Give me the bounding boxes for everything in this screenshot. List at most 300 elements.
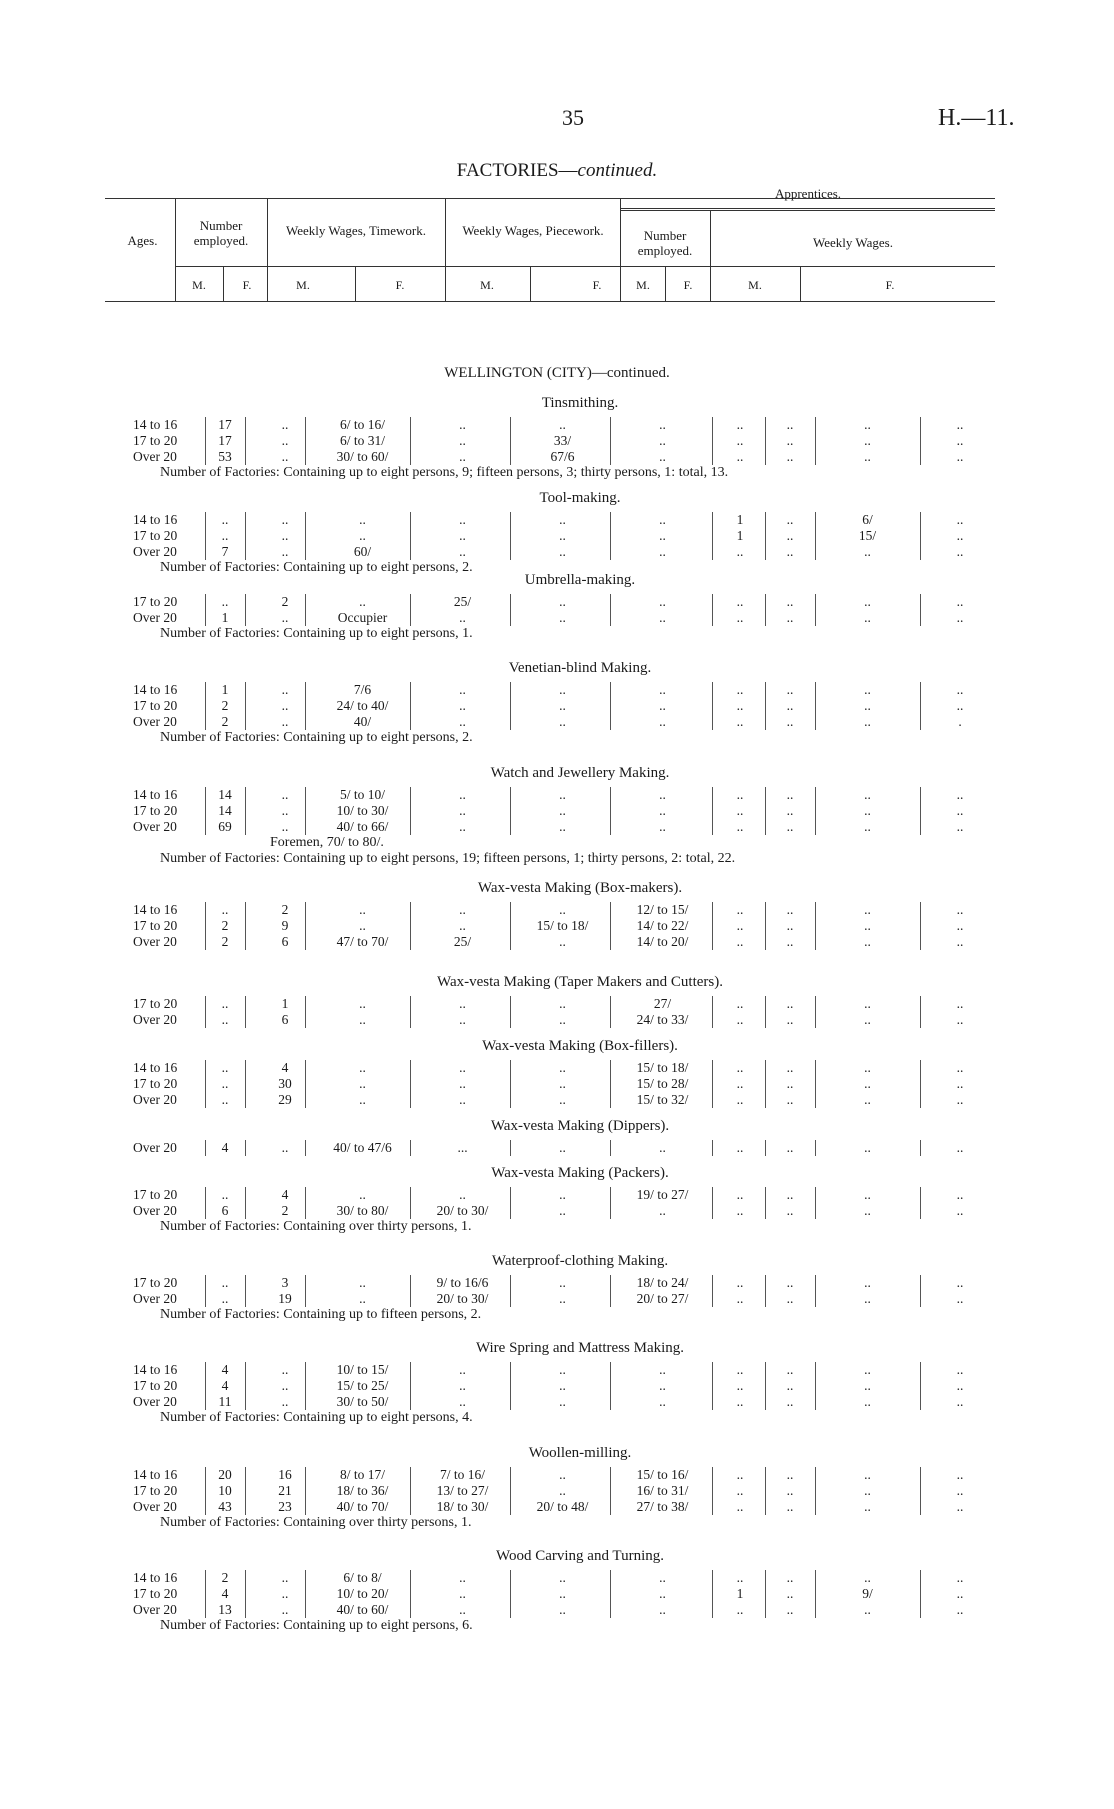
cell-app-m: 1 — [736, 1586, 744, 1601]
cell-app-f: .. — [786, 819, 794, 834]
cell-age: 14 to 16 — [133, 1467, 178, 1482]
cell-females: .. — [281, 1140, 289, 1155]
section-title: Wax-vesta Making (Dippers). — [490, 1118, 670, 1134]
cell-app-m: .. — [736, 918, 744, 933]
header-m: M. — [636, 278, 650, 292]
table-row — [0, 714, 1114, 730]
cell-males: 14 — [218, 787, 232, 802]
cell-timework-m: .. — [359, 512, 366, 527]
cell-app-wage-f: .. — [956, 1076, 964, 1091]
cell-piecework-f: .. — [659, 528, 666, 543]
cell-piecework-f: 24/ to 33/ — [636, 1012, 689, 1027]
cell-app-f: .. — [786, 682, 794, 697]
cell-app-m: 1 — [736, 528, 744, 543]
cell-piecework-f: .. — [659, 417, 666, 432]
header-app-number-employed: Number employed. — [637, 228, 693, 258]
cell-females: .. — [281, 1394, 289, 1409]
cell-piecework-m: .. — [559, 996, 566, 1011]
section-title: Wax-vesta Making (Box-makers). — [477, 880, 683, 896]
cell-app-wage-m: .. — [864, 934, 871, 949]
cell-app-wage-f: .. — [956, 512, 964, 527]
cell-piecework-f: .. — [659, 512, 666, 527]
cell-app-wage-f: .. — [956, 449, 964, 464]
cell-males: .. — [221, 1012, 229, 1027]
cell-piecework-m: .. — [559, 528, 566, 543]
cell-timework-m: .. — [359, 1275, 366, 1290]
cell-timework-f: .. — [459, 698, 466, 713]
cell-females: .. — [281, 544, 289, 559]
cell-app-m: .. — [736, 787, 744, 802]
cell-app-wage-m: .. — [864, 433, 871, 448]
cell-age: 17 to 20 — [133, 1378, 178, 1393]
cell-piecework-m: .. — [559, 512, 566, 527]
cell-app-wage-m: .. — [864, 698, 871, 713]
cell-timework-m: .. — [359, 1092, 366, 1107]
cell-app-wage-m: .. — [864, 1291, 871, 1306]
cell-age: 17 to 20 — [133, 433, 178, 448]
cell-females: .. — [281, 714, 289, 729]
cell-app-f: .. — [786, 1275, 794, 1290]
cell-age: 17 to 20 — [133, 1275, 178, 1290]
cell-females: .. — [281, 1378, 289, 1393]
cell-app-f: .. — [786, 996, 794, 1011]
cell-females: .. — [281, 819, 289, 834]
cell-males: .. — [221, 996, 229, 1011]
cell-age: 14 to 16 — [133, 417, 178, 432]
cell-app-wage-m: .. — [864, 803, 871, 818]
cell-piecework-m: .. — [559, 934, 566, 949]
table-row — [0, 1394, 1114, 1410]
section-title: Tinsmithing. — [541, 395, 619, 411]
table-row — [0, 1570, 1114, 1586]
cell-piecework-m: .. — [559, 594, 566, 609]
cell-app-m: .. — [736, 819, 744, 834]
cell-app-f: .. — [786, 1394, 794, 1409]
cell-piecework-m: .. — [559, 1060, 566, 1075]
cell-app-m: 1 — [736, 512, 744, 527]
table-row — [0, 996, 1114, 1012]
header-m: M. — [748, 278, 762, 292]
cell-app-m: .. — [736, 1275, 744, 1290]
cell-app-m: .. — [736, 1499, 744, 1514]
cell-females: 29 — [278, 1092, 292, 1107]
cell-app-wage-f: .. — [956, 1275, 964, 1290]
table-row — [0, 819, 1114, 835]
cell-piecework-m: .. — [559, 1362, 566, 1377]
header-f: F. — [592, 278, 602, 292]
cell-females: .. — [281, 682, 289, 697]
cell-app-m: .. — [736, 1187, 744, 1202]
cell-app-wage-f: .. — [956, 918, 964, 933]
cell-app-f: .. — [786, 1187, 794, 1202]
cell-piecework-m: 15/ to 18/ — [536, 918, 589, 933]
table-row — [0, 1203, 1114, 1219]
cell-timework-f: .. — [459, 714, 466, 729]
cell-app-m: .. — [736, 1060, 744, 1075]
cell-piecework-f: 27/ to 38/ — [636, 1499, 689, 1514]
cell-app-wage-f: .. — [956, 1483, 964, 1498]
report-code: H.—11. — [938, 105, 1015, 131]
cell-app-m: .. — [736, 714, 744, 729]
cell-piecework-m: .. — [559, 682, 566, 697]
cell-app-wage-f: .. — [956, 819, 964, 834]
cell-app-m: .. — [736, 934, 744, 949]
cell-app-wage-m: .. — [864, 1140, 871, 1155]
cell-timework-f: .. — [459, 902, 466, 917]
cell-app-f: .. — [786, 934, 794, 949]
table-row — [0, 544, 1114, 560]
cell-timework-m: 5/ to 10/ — [339, 787, 385, 802]
cell-app-f: .. — [786, 1586, 794, 1601]
cell-piecework-f: .. — [659, 449, 666, 464]
cell-piecework-f: 15/ to 32/ — [636, 1092, 689, 1107]
cell-males: 2 — [221, 918, 229, 933]
cell-app-m: .. — [736, 1362, 744, 1377]
cell-app-wage-f: .. — [956, 1187, 964, 1202]
cell-age: 17 to 20 — [133, 918, 178, 933]
cell-timework-m: 6/ to 31/ — [339, 433, 385, 448]
section-title: Woollen-milling. — [528, 1445, 632, 1461]
cell-piecework-m: .. — [559, 714, 566, 729]
cell-males: 14 — [218, 803, 232, 818]
cell-piecework-m: .. — [559, 1012, 566, 1027]
cell-app-m: .. — [736, 1291, 744, 1306]
cell-age: 17 to 20 — [133, 1076, 178, 1091]
cell-app-wage-f: .. — [956, 1203, 964, 1218]
section-title: Umbrella-making. — [524, 572, 636, 588]
cell-timework-f: .. — [459, 819, 466, 834]
cell-timework-f: 7/ to 16/ — [439, 1467, 485, 1482]
cell-males: 4 — [221, 1140, 229, 1155]
cell-app-wage-f: .. — [956, 1060, 964, 1075]
cell-males: 53 — [218, 449, 232, 464]
cell-app-f: .. — [786, 787, 794, 802]
cell-piecework-f: .. — [659, 1362, 666, 1377]
cell-males: 2 — [221, 1570, 229, 1585]
cell-females: 2 — [281, 594, 289, 609]
cell-timework-m: .. — [359, 594, 366, 609]
cell-piecework-f: .. — [659, 1140, 666, 1155]
cell-timework-f: .. — [459, 1586, 466, 1601]
cell-app-f: .. — [786, 1060, 794, 1075]
cell-age: 17 to 20 — [133, 698, 178, 713]
cell-app-f: .. — [786, 1362, 794, 1377]
table-row — [0, 1092, 1114, 1108]
cell-app-wage-m: .. — [864, 1076, 871, 1091]
cell-timework-f: .. — [459, 1076, 466, 1091]
cell-males: 10 — [218, 1483, 232, 1498]
cell-app-wage-m: .. — [864, 594, 871, 609]
cell-males: 2 — [221, 934, 229, 949]
cell-app-wage-m: .. — [864, 1483, 871, 1498]
cell-app-f: .. — [786, 1291, 794, 1306]
cell-timework-m: 10/ to 30/ — [336, 803, 389, 818]
cell-males: .. — [221, 1092, 229, 1107]
cell-piecework-f: 15/ to 18/ — [636, 1060, 689, 1075]
cell-app-m: .. — [736, 1140, 744, 1155]
cell-piecework-f: .. — [659, 544, 666, 559]
cell-timework-m: .. — [359, 996, 366, 1011]
cell-app-f: .. — [786, 594, 794, 609]
cell-app-f: .. — [786, 433, 794, 448]
cell-timework-f: .. — [459, 996, 466, 1011]
region-title: WELLINGTON (CITY)—continued. — [444, 365, 670, 381]
cell-app-f: .. — [786, 528, 794, 543]
cell-app-wage-m: .. — [864, 902, 871, 917]
cell-app-f: .. — [786, 918, 794, 933]
table-row — [0, 1362, 1114, 1378]
cell-timework-f: 13/ to 27/ — [436, 1483, 489, 1498]
cell-piecework-m: .. — [559, 1483, 566, 1498]
cell-app-wage-m: .. — [864, 449, 871, 464]
cell-app-f: .. — [786, 512, 794, 527]
cell-app-wage-m: .. — [864, 1203, 871, 1218]
table-row — [0, 682, 1114, 698]
cell-app-wage-m: .. — [864, 918, 871, 933]
cell-app-m: .. — [736, 1012, 744, 1027]
cell-timework-f: .. — [459, 449, 466, 464]
section-note: Number of Factories: Containing over thirty persons, 1. — [160, 1219, 472, 1234]
cell-app-wage-f: .. — [956, 528, 964, 543]
section-note: Number of Factories: Containing up to eight persons, 9; fifteen persons, 3; thirty persons, 1: total, 13. — [160, 465, 729, 480]
table-row — [0, 1291, 1114, 1307]
cell-females: 6 — [281, 1012, 289, 1027]
table-row — [0, 1467, 1114, 1483]
cell-piecework-m: .. — [559, 1378, 566, 1393]
cell-app-f: .. — [786, 1467, 794, 1482]
cell-piecework-f: 16/ to 31/ — [636, 1483, 689, 1498]
cell-males: .. — [221, 1187, 229, 1202]
cell-timework-m: .. — [359, 1012, 366, 1027]
section-title: Wax-vesta Making (Packers). — [491, 1165, 669, 1181]
cell-piecework-f: .. — [659, 594, 666, 609]
cell-app-f: .. — [786, 1570, 794, 1585]
cell-males: 17 — [218, 417, 232, 432]
cell-age: 14 to 16 — [133, 787, 178, 802]
cell-age: Over 20 — [133, 544, 177, 559]
cell-app-m: .. — [736, 1076, 744, 1091]
cell-piecework-f: 20/ to 27/ — [636, 1291, 689, 1306]
cell-piecework-m: .. — [559, 1467, 566, 1482]
cell-piecework-f: 15/ to 28/ — [636, 1076, 689, 1091]
cell-age: Over 20 — [133, 610, 177, 625]
cell-app-m: .. — [736, 1602, 744, 1617]
section-title: Tool-making. — [539, 490, 621, 506]
table-row — [0, 1586, 1114, 1602]
cell-app-wage-f: .. — [956, 433, 964, 448]
table-row — [0, 1060, 1114, 1076]
cell-age: 14 to 16 — [133, 1060, 178, 1075]
cell-piecework-m: .. — [559, 1291, 566, 1306]
cell-app-wage-f: .. — [956, 1362, 964, 1377]
cell-piecework-f: .. — [659, 803, 666, 818]
cell-males: 17 — [218, 433, 232, 448]
cell-age: 17 to 20 — [133, 528, 178, 543]
table-row — [0, 1275, 1114, 1291]
cell-females: 6 — [281, 934, 289, 949]
header-apprentices: Apprentices. — [774, 186, 842, 201]
cell-timework-f: 20/ to 30/ — [436, 1291, 489, 1306]
cell-age: 14 to 16 — [133, 902, 178, 917]
cell-app-wage-m: .. — [864, 1275, 871, 1290]
cell-app-wage-f: .. — [956, 1602, 964, 1617]
section-note: Number of Factories: Containing up to eight persons, 2. — [160, 560, 473, 575]
page-title — [0, 160, 1114, 182]
cell-app-wage-m: .. — [864, 1499, 871, 1514]
cell-timework-f: .. — [459, 803, 466, 818]
cell-app-wage-f: .. — [956, 1499, 964, 1514]
cell-app-wage-m: .. — [864, 714, 871, 729]
cell-timework-f: .. — [459, 417, 466, 432]
table-row — [0, 803, 1114, 819]
header-app-weekly-wages: Weekly Wages. — [813, 235, 893, 250]
cell-app-m: .. — [736, 544, 744, 559]
cell-timework-m: 60/ — [353, 544, 372, 559]
cell-timework-m: 30/ to 50/ — [336, 1394, 389, 1409]
cell-piecework-f: .. — [659, 819, 666, 834]
cell-app-wage-m: .. — [864, 1467, 871, 1482]
cell-app-m: .. — [736, 682, 744, 697]
cell-timework-m: 24/ to 40/ — [336, 698, 389, 713]
cell-males: 4 — [221, 1378, 229, 1393]
cell-timework-f: .. — [459, 1570, 466, 1585]
cell-app-wage-m: .. — [864, 1012, 871, 1027]
table-row — [0, 902, 1114, 918]
table-row — [0, 1499, 1114, 1515]
cell-timework-f: .. — [459, 682, 466, 697]
cell-females: 3 — [281, 1275, 289, 1290]
table-row — [0, 698, 1114, 714]
cell-app-m: .. — [736, 1378, 744, 1393]
cell-app-wage-m: .. — [864, 1570, 871, 1585]
cell-females: 2 — [281, 902, 289, 917]
page-number: 35 — [562, 105, 584, 130]
section-title: Wax-vesta Making (Taper Makers and Cutters). — [437, 974, 723, 990]
cell-age: Over 20 — [133, 1394, 177, 1409]
cell-app-wage-m: .. — [864, 819, 871, 834]
cell-app-wage-m: .. — [864, 1060, 871, 1075]
cell-timework-f: .. — [459, 1602, 466, 1617]
cell-females: 23 — [278, 1499, 292, 1514]
cell-app-wage-f: .. — [956, 698, 964, 713]
header-f: F. — [885, 278, 895, 292]
cell-app-f: .. — [786, 449, 794, 464]
table-row — [0, 449, 1114, 465]
cell-timework-m: .. — [359, 1291, 366, 1306]
cell-age: Over 20 — [133, 1140, 177, 1155]
cell-age: Over 20 — [133, 1291, 177, 1306]
cell-timework-m: 15/ to 25/ — [336, 1378, 389, 1393]
cell-timework-f: 18/ to 30/ — [436, 1499, 489, 1514]
cell-app-m: .. — [736, 1483, 744, 1498]
cell-piecework-f: .. — [659, 698, 666, 713]
cell-males: 20 — [218, 1467, 232, 1482]
section-note: Number of Factories: Containing up to eight persons, 2. — [160, 730, 473, 745]
cell-females: 2 — [281, 1203, 289, 1218]
cell-app-f: .. — [786, 698, 794, 713]
cell-app-f: .. — [786, 1012, 794, 1027]
section-note: Number of Factories: Containing up to eight persons, 19; fifteen persons, 1; thirty persons, 2: total, 22. — [160, 851, 736, 866]
cell-age: Over 20 — [133, 1012, 177, 1027]
cell-piecework-m: .. — [559, 1187, 566, 1202]
cell-app-f: .. — [786, 902, 794, 917]
cell-females: .. — [281, 1602, 289, 1617]
cell-age: Over 20 — [133, 1602, 177, 1617]
cell-piecework-f: .. — [659, 433, 666, 448]
cell-piecework-m: .. — [559, 698, 566, 713]
cell-timework-f: .. — [459, 918, 466, 933]
table-row — [0, 610, 1114, 626]
cell-app-f: .. — [786, 714, 794, 729]
cell-app-m: .. — [736, 1394, 744, 1409]
section-title: Wax-vesta Making (Box-fillers). — [482, 1038, 678, 1054]
cell-timework-f: ... — [457, 1140, 468, 1155]
cell-timework-f: 25/ — [453, 594, 472, 609]
cell-males: 1 — [221, 682, 229, 697]
cell-app-wage-f: .. — [956, 1570, 964, 1585]
cell-males: 69 — [218, 819, 232, 834]
cell-age: Over 20 — [133, 934, 177, 949]
cell-app-wage-m: .. — [864, 1602, 871, 1617]
cell-app-wage-m: .. — [864, 417, 871, 432]
section-note: Number of Factories: Containing up to fifteen persons, 2. — [160, 1307, 482, 1322]
cell-piecework-f: .. — [659, 787, 666, 802]
cell-timework-m: 47/ to 70/ — [336, 934, 389, 949]
cell-males: 6 — [221, 1203, 229, 1218]
cell-females: .. — [281, 610, 289, 625]
cell-app-wage-m: 15/ — [858, 528, 877, 543]
cell-age: 17 to 20 — [133, 803, 178, 818]
cell-piecework-m: .. — [559, 1586, 566, 1601]
cell-piecework-m: .. — [559, 1092, 566, 1107]
cell-piecework-m: 67/6 — [550, 449, 575, 464]
cell-piecework-m: .. — [559, 1394, 566, 1409]
page-title-italic: continued. — [577, 160, 658, 181]
cell-males: 4 — [221, 1362, 229, 1377]
section-note: Foremen, 70/ to 80/. — [270, 835, 384, 850]
cell-age: Over 20 — [133, 1499, 177, 1514]
cell-app-wage-m: 9/ — [862, 1586, 873, 1601]
cell-timework-m: 6/ to 16/ — [339, 417, 385, 432]
cell-timework-m: .. — [359, 902, 366, 917]
cell-app-m: .. — [736, 610, 744, 625]
cell-timework-f: .. — [459, 1394, 466, 1409]
cell-timework-m: 40/ to 66/ — [336, 819, 389, 834]
cell-timework-m: .. — [359, 1187, 366, 1202]
header-weekly-wages-timework: Weekly Wages, Timework. — [286, 223, 426, 238]
cell-females: .. — [281, 528, 289, 543]
cell-app-wage-f: .. — [956, 1092, 964, 1107]
cell-males: 13 — [218, 1602, 232, 1617]
cell-app-f: .. — [786, 610, 794, 625]
cell-app-f: .. — [786, 1076, 794, 1091]
cell-app-wage-f: .. — [956, 1291, 964, 1306]
cell-females: .. — [281, 449, 289, 464]
cell-females: .. — [281, 512, 289, 527]
table-row — [0, 934, 1114, 950]
cell-piecework-m: .. — [559, 1570, 566, 1585]
cell-app-wage-f: .. — [956, 610, 964, 625]
table-row — [0, 417, 1114, 433]
header-number-employed: Number employed. — [193, 218, 249, 248]
cell-app-wage-f: .. — [956, 1467, 964, 1482]
cell-timework-f: .. — [459, 1187, 466, 1202]
cell-timework-m: Occupier — [337, 610, 388, 625]
cell-piecework-f: .. — [659, 1570, 666, 1585]
cell-timework-m: 40/ to 60/ — [336, 1602, 389, 1617]
cell-app-wage-m: .. — [864, 1362, 871, 1377]
section-title: Venetian-blind Making. — [508, 660, 652, 676]
